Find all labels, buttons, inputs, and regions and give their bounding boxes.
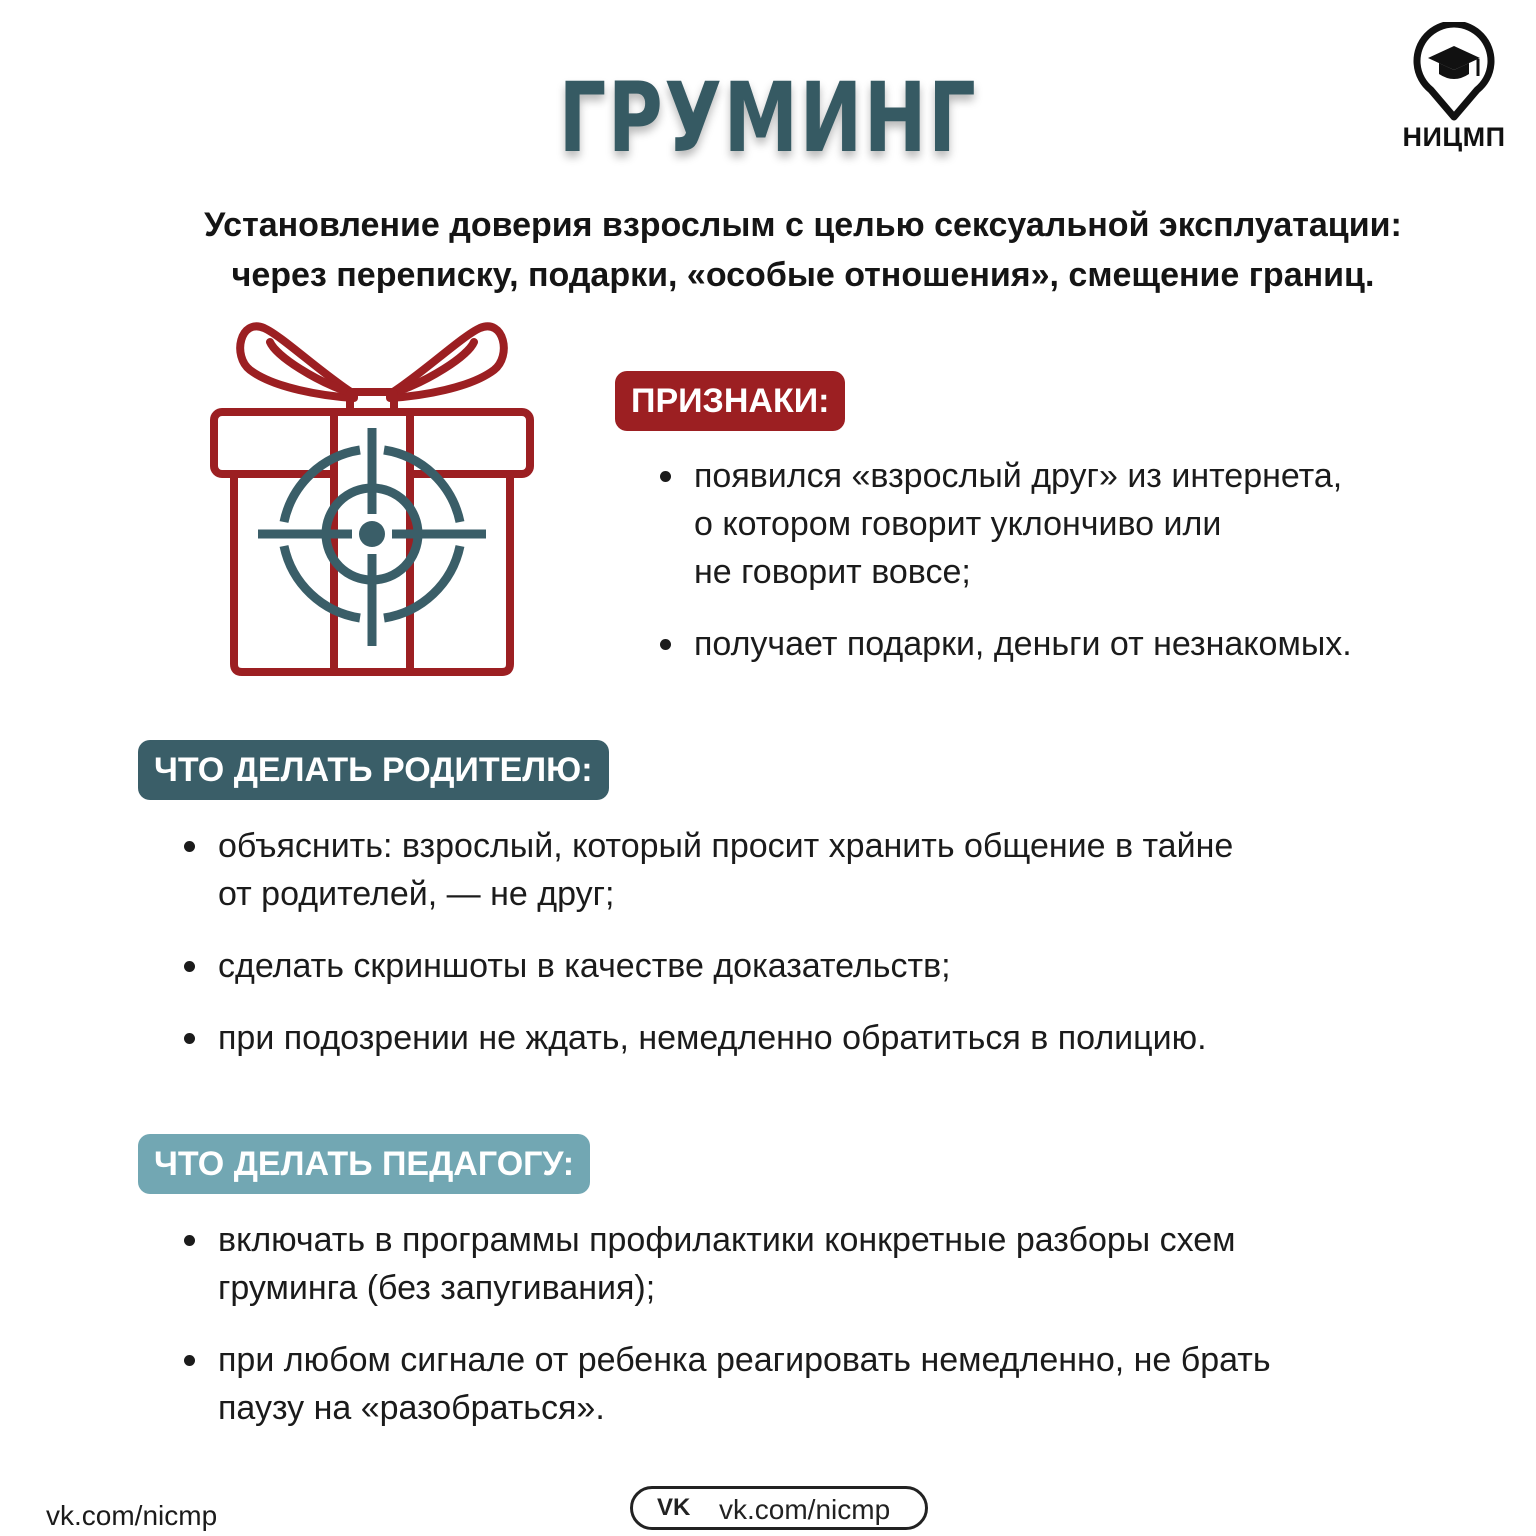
logo-text: НИЦМП (1402, 122, 1506, 152)
logo (1396, 22, 1512, 152)
parent-section (138, 740, 609, 800)
list-item: при любом сигнале от ребенка реагировать немедленно, не брать паузу на «разобраться». (180, 1336, 1271, 1432)
list-item: объяснить: взрослый, который просит хранить общение в тайне от родителей, — не друг; (180, 822, 1233, 918)
parent-list (180, 822, 1233, 1062)
vk-link-button[interactable] (630, 1486, 928, 1530)
signs-section (615, 371, 845, 431)
footer-link[interactable]: vk.com/nicmp (46, 1500, 218, 1531)
list-item: получает подарки, деньги от незнакомых. (656, 620, 1352, 668)
graduation-cap-pin-icon (1412, 22, 1496, 122)
list-item: при подозрении не ждать, немедленно обратиться в полицию. (180, 1014, 1233, 1062)
parent-badge: ЧТО ДЕЛАТЬ РОДИТЕЛЮ: (138, 740, 609, 800)
gift-crosshair-icon (204, 316, 540, 686)
page-title: ГРУМИНГ (558, 62, 978, 174)
signs-badge: ПРИЗНАКИ: (615, 371, 845, 431)
list-item: сделать скриншоты в качестве доказательств; (180, 942, 1233, 990)
teacher-section (138, 1134, 590, 1194)
teacher-badge: ЧТО ДЕЛАТЬ ПЕДАГОГУ: (138, 1134, 590, 1194)
vk-logo-icon: VK (657, 1494, 691, 1521)
list-item: появился «взрослый друг» из интернета, о котором говорит уклончиво или не говорит вовсе; (656, 452, 1352, 596)
subtitle-line-1: Установление доверия взрослым с целью сексуальной эксплуатации: (204, 206, 1402, 244)
subtitle (120, 200, 1486, 300)
vk-link-text: vk.com/nicmp (719, 1494, 891, 1525)
teacher-list (180, 1216, 1271, 1432)
subtitle-line-2: через переписку, подарки, «особые отношения», смещение границ. (231, 256, 1375, 294)
signs-list (656, 452, 1352, 668)
list-item: включать в программы профилактики конкретные разборы схем груминга (без запугивания); (180, 1216, 1271, 1312)
